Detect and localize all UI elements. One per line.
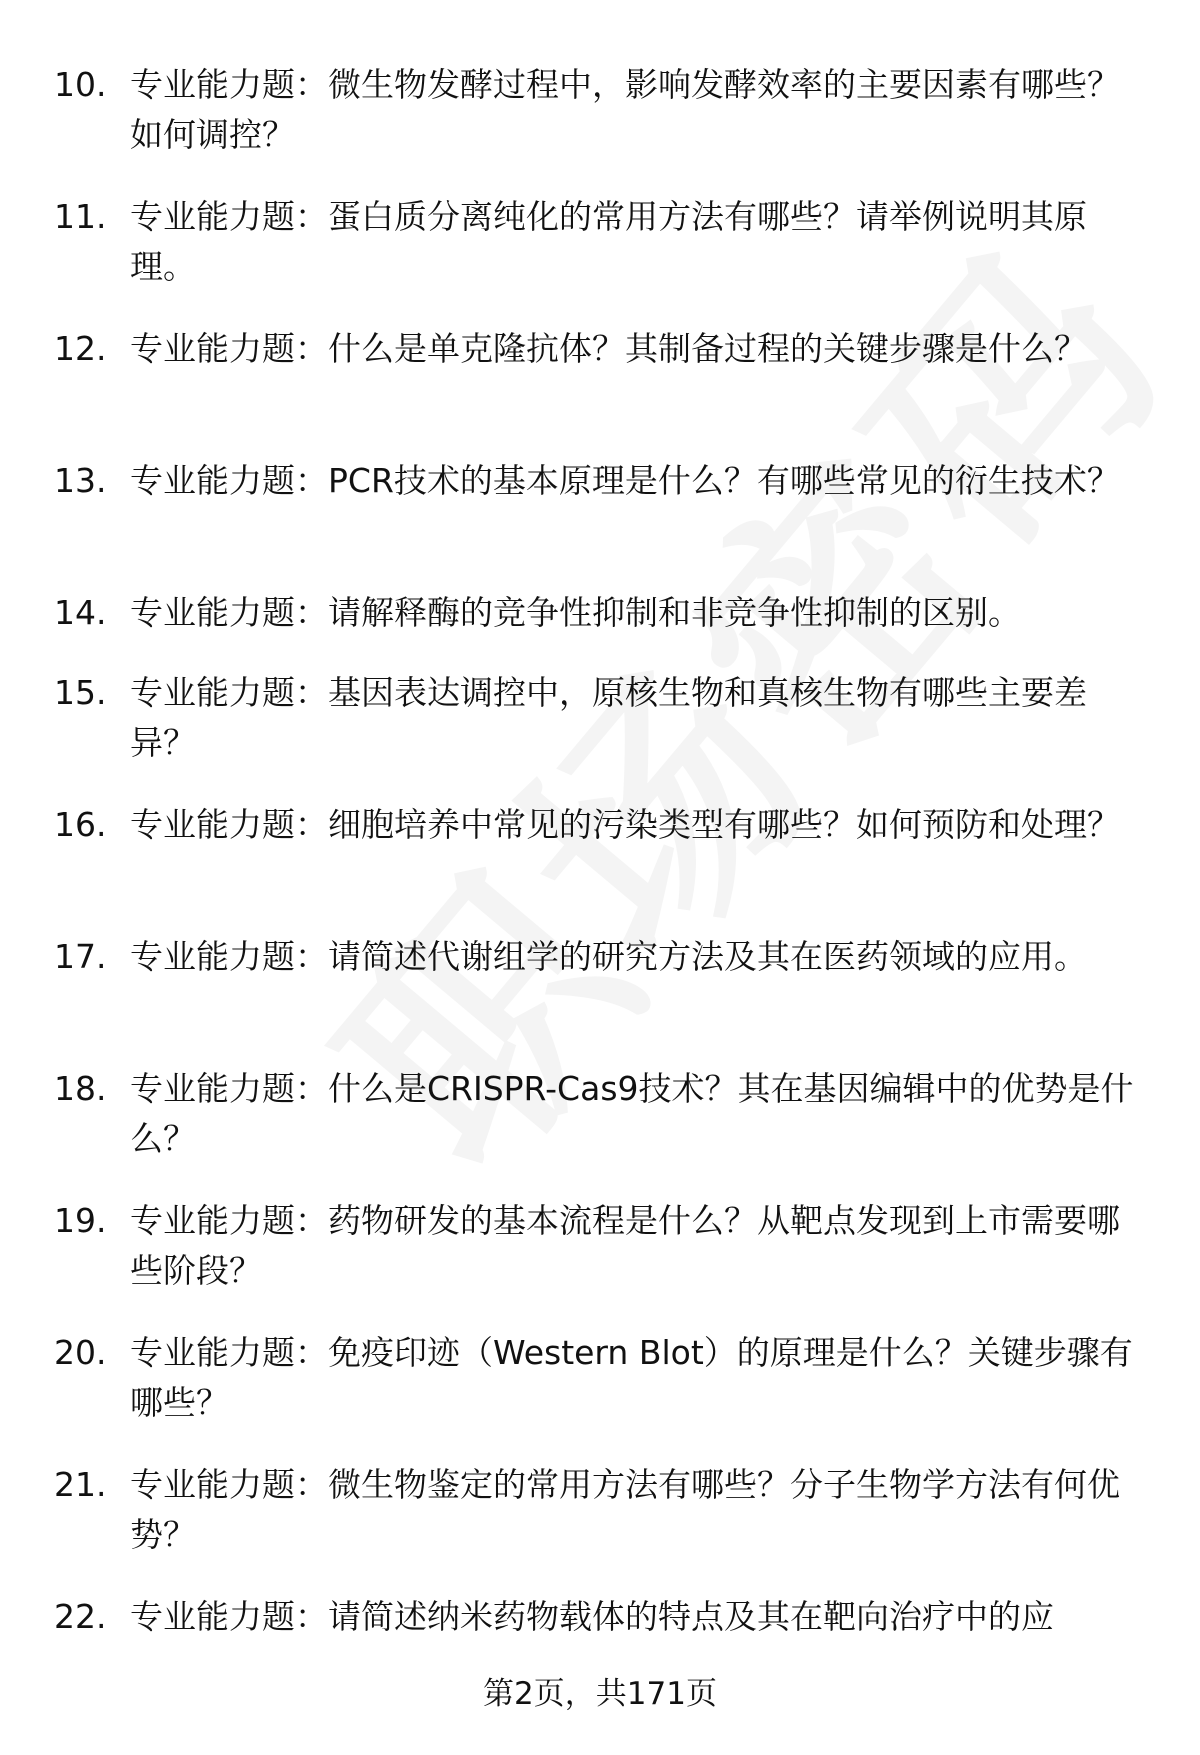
question-body: 细胞培养中常见的污染类型有哪些？如何预防和处理？ [328,805,1120,844]
list-item [0,1328,1200,1460]
question-text [130,932,1150,982]
question-category: 专业能力题： [130,1069,328,1108]
question-body: 免疫印迹（Western Blot）的原理是什么？关键步骤有哪些？ [130,1333,1133,1422]
list-item [0,192,1200,324]
question-number: 10. [54,65,107,104]
question-body: 请简述纳米药物载体的特点及其在靶向治疗中的应 [328,1597,1054,1636]
question-text [130,1196,1150,1296]
list-item [0,324,1200,456]
question-category: 专业能力题： [130,1201,328,1240]
question-number: 17. [54,937,107,976]
question-text [130,588,1150,638]
question-list [0,60,1200,1652]
question-number: 15. [54,673,107,712]
question-category: 专业能力题： [130,937,328,976]
question-category: 专业能力题： [130,673,328,712]
list-item [0,456,1200,588]
question-body: 蛋白质分离纯化的常用方法有哪些？请举例说明其原理。 [130,197,1087,286]
question-category: 专业能力题： [130,329,328,368]
list-item [0,668,1200,800]
question-category: 专业能力题： [130,805,328,844]
question-text [130,192,1150,292]
question-body: PCR技术的基本原理是什么？有哪些常见的衍生技术？ [328,461,1120,500]
question-category: 专业能力题： [130,593,328,632]
list-item [0,1064,1200,1196]
question-number: 16. [54,805,107,844]
question-category: 专业能力题： [130,1465,328,1504]
question-text [130,1328,1150,1428]
question-number: 11. [54,197,107,236]
list-item [0,60,1200,192]
question-category: 专业能力题： [130,197,328,236]
question-text [130,456,1150,506]
question-body: 请简述代谢组学的研究方法及其在医药领域的应用。 [328,937,1087,976]
question-text [130,1592,1150,1642]
list-item [0,1592,1200,1652]
question-text [130,1064,1150,1164]
question-number: 12. [54,329,107,368]
question-number: 22. [54,1597,107,1636]
question-number: 20. [54,1333,107,1372]
question-category: 专业能力题： [130,65,328,104]
question-text [130,60,1150,160]
question-body: 什么是CRISPR-Cas9技术？其在基因编辑中的优势是什么？ [130,1069,1134,1158]
question-category: 专业能力题： [130,1333,328,1372]
question-number: 19. [54,1201,107,1240]
question-body: 微生物发酵过程中，影响发酵效率的主要因素有哪些？如何调控？ [130,65,1120,154]
list-item [0,800,1200,932]
question-body: 请解释酶的竞争性抑制和非竞争性抑制的区别。 [328,593,1021,632]
question-category: 专业能力题： [130,461,328,500]
question-text [130,668,1150,768]
question-number: 21. [54,1465,107,1504]
question-body: 药物研发的基本流程是什么？从靶点发现到上市需要哪些阶段？ [130,1201,1120,1290]
question-text [130,324,1150,374]
question-body: 基因表达调控中，原核生物和真核生物有哪些主要差异？ [130,673,1087,762]
list-item [0,932,1200,1064]
list-item [0,588,1200,668]
question-number: 13. [54,461,107,500]
question-number: 14. [54,593,107,632]
list-item [0,1196,1200,1328]
question-body: 微生物鉴定的常用方法有哪些？分子生物学方法有何优势？ [130,1465,1120,1554]
question-text [130,1460,1150,1560]
question-number: 18. [54,1069,107,1108]
page-footer: 第2页，共171页 [483,1676,717,1712]
question-body: 什么是单克隆抗体？其制备过程的关键步骤是什么？ [328,329,1087,368]
question-text [130,800,1150,850]
list-item [0,1460,1200,1592]
question-category: 专业能力题： [130,1597,328,1636]
